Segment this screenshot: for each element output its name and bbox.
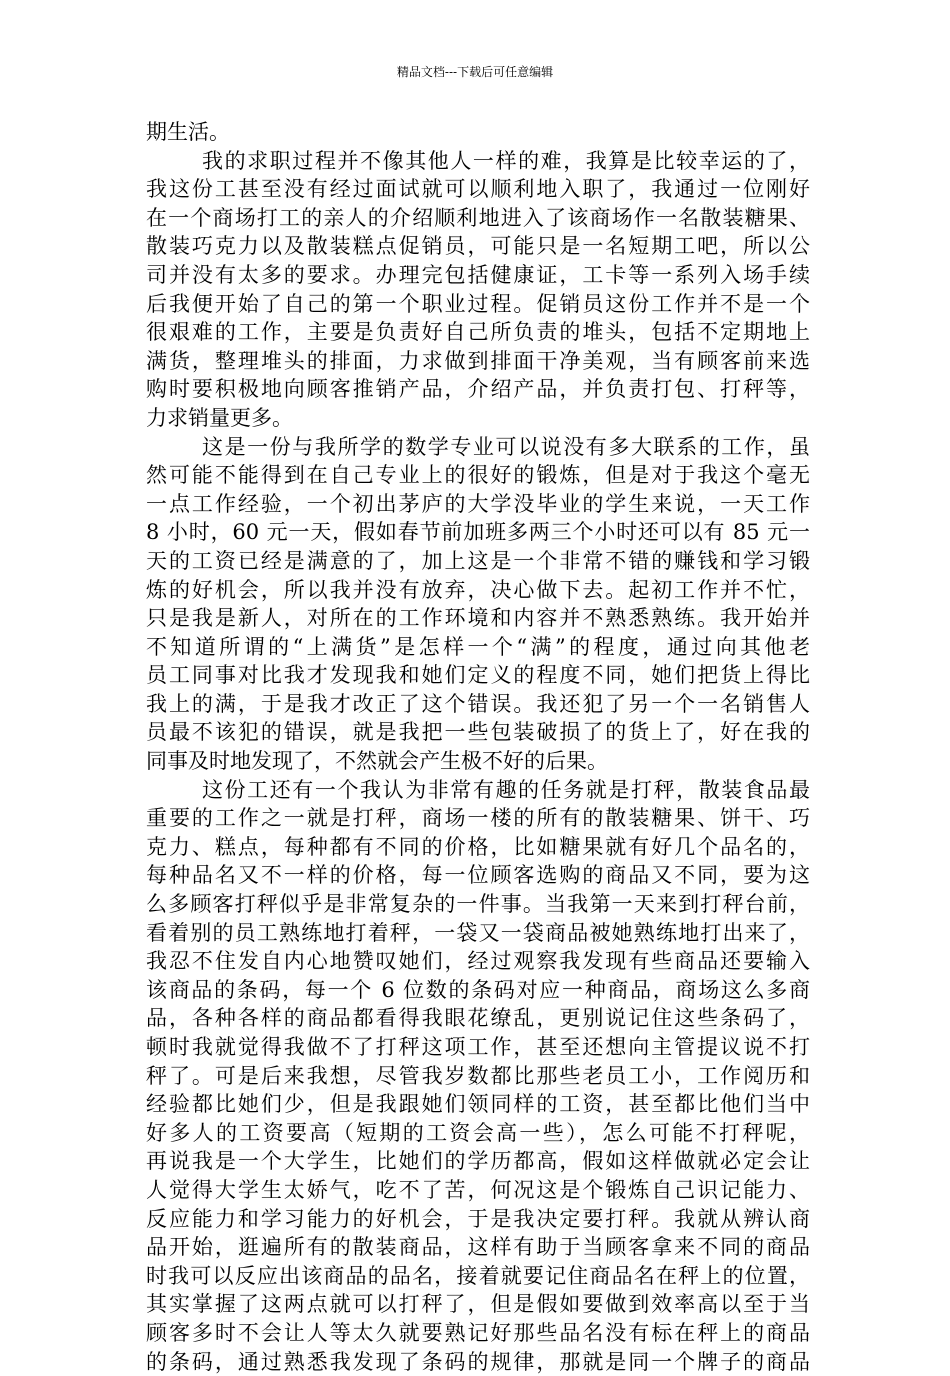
page-header: 精品文档---下载后可任意编辑 xyxy=(396,65,554,79)
text-line: 其实掌握了这两点就可以打秤了，但是假如要做到效率高以至于当 xyxy=(146,1292,810,1317)
text-line: 炼的好机会，所以我并没有放弃，决心做下去。起初工作并不忙， xyxy=(146,577,810,602)
text-line: 品开始，逛遍所有的散装商品，这样有助于当顾客拿来不同的商品 xyxy=(146,1235,810,1260)
text-line: 的条码，通过熟悉我发现了条码的规律，那就是同一个牌子的商品 xyxy=(146,1349,810,1374)
text-line: 员工同事对比我才发现我和她们定义的程度不同，她们把货上得比 xyxy=(146,663,810,688)
text-line: 好多人的工资要高（短期的工资会高一些），怎么可能不打秤呢， xyxy=(146,1120,810,1145)
text-line: 然可能不能得到在自己专业上的很好的锻炼，但是对于我这个毫无 xyxy=(146,463,810,488)
text-line: 品，各种各样的商品都看得我眼花缭乱，更别说记住这些条码了， xyxy=(146,1006,810,1031)
text-line: 该商品的条码，每一个 6 位数的条码对应一种商品，商场这么多商 xyxy=(146,977,810,1002)
text-line: 在一个商场打工的亲人的介绍顺利地进入了该商场作一名散装糖果、 xyxy=(146,205,810,230)
text-line: 购时要积极地向顾客推销产品，介绍产品，并负责打包、打秤等， xyxy=(146,377,810,402)
text-line: 么多顾客打秤似乎是非常复杂的一件事。当我第一天来到打秤台前， xyxy=(146,892,810,917)
text-line: 我这份工甚至没有经过面试就可以顺利地入职了，我通过一位刚好 xyxy=(146,177,810,202)
text-line: 散装巧克力以及散装糕点促销员，可能只是一名短期工吧，所以公 xyxy=(146,234,810,259)
text-line: 员最不该犯的错误，就是我把一些包装破损了的货上了，好在我的 xyxy=(146,720,810,745)
text-line: 秤了。可是后来我想，尽管我岁数都比那些老员工小，工作阅历和 xyxy=(146,1063,810,1088)
text-line: 司并没有太多的要求。办理完包括健康证，工卡等一系列入场手续 xyxy=(146,262,810,287)
text-line: 后我便开始了自己的第一个职业过程。促销员这份工作并不是一个 xyxy=(146,291,810,316)
text-line: 克力、糕点，每种都有不同的价格，比如糖果就有好几个品名的， xyxy=(146,834,810,859)
text-line: 满货，整理堆头的排面，力求做到排面干净美观，当有顾客前来选 xyxy=(146,348,810,373)
text-line: 同事及时地发现了，不然就会产生极不好的后果。 xyxy=(146,749,608,774)
text-line: 很艰难的工作，主要是负责好自己所负责的堆头，包括不定期地上 xyxy=(146,320,810,345)
text-line: 时我可以反应出该商品的品名，接着就要记住商品名在秤上的位置， xyxy=(146,1263,810,1288)
text-line: 不知道所谓的“上满货”是怎样一个“满”的程度，通过向其他老 xyxy=(146,634,810,659)
text-line: 顿时我就觉得我做不了打秤这项工作，甚至还想向主管提议说不打 xyxy=(146,1035,810,1059)
text-line: 8 小时，60 元一天，假如春节前加班多两三个小时还可以有 85 元一 xyxy=(146,520,810,545)
text-line: 只是我是新人，对所在的工作环境和内容并不熟悉熟练。我开始并 xyxy=(146,606,810,631)
text-line: 顾客多时不会让人等太久就要熟记好那些品名没有标在秤上的商品 xyxy=(146,1320,810,1345)
text-line: 天的工资已经是满意的了，加上这是一个非常不错的赚钱和学习锻 xyxy=(146,548,810,573)
text-line: 我上的满，于是我才改正了这个错误。我还犯了另一个一名销售人 xyxy=(146,691,810,716)
text-line: 期生活。 xyxy=(146,120,230,144)
text-line: 我忍不住发自内心地赞叹她们，经过观察我发现有些商品还要输入 xyxy=(146,949,810,974)
text-line: 经验都比她们少，但是我跟她们领同样的工资，甚至都比他们当中 xyxy=(146,1092,810,1117)
text-line: 一点工作经验，一个初出茅庐的大学没毕业的学生来说，一天工作 xyxy=(146,491,810,516)
document-body xyxy=(146,118,810,1376)
text-line: 力求销量更多。 xyxy=(146,405,293,430)
text-line: 每种品名又不一样的价格，每一位顾客选购的商品又不同，要为这 xyxy=(146,863,810,888)
text-line: 我的求职过程并不像其他人一样的难，我算是比较幸运的了， xyxy=(202,148,810,173)
text-line: 重要的工作之一就是打秤，商场一楼的所有的散装糖果、饼干、巧 xyxy=(146,806,810,831)
text-line: 这是一份与我所学的数学专业可以说没有多大联系的工作，虽 xyxy=(202,434,810,459)
text-line: 看着别的员工熟练地打着秤，一袋又一袋商品被她熟练地打出来了， xyxy=(146,920,810,945)
text-line: 这份工还有一个我认为非常有趣的任务就是打秤，散装食品最 xyxy=(202,777,810,802)
text-line: 反应能力和学习能力的好机会，于是我决定要打秤。我就从辨认商 xyxy=(146,1206,810,1231)
text-line: 再说我是一个大学生，比她们的学历都高，假如这样做就必定会让 xyxy=(146,1149,810,1174)
text-line: 人觉得大学生太娇气，吃不了苦，何况这是个锻炼自己识记能力、 xyxy=(146,1177,810,1202)
